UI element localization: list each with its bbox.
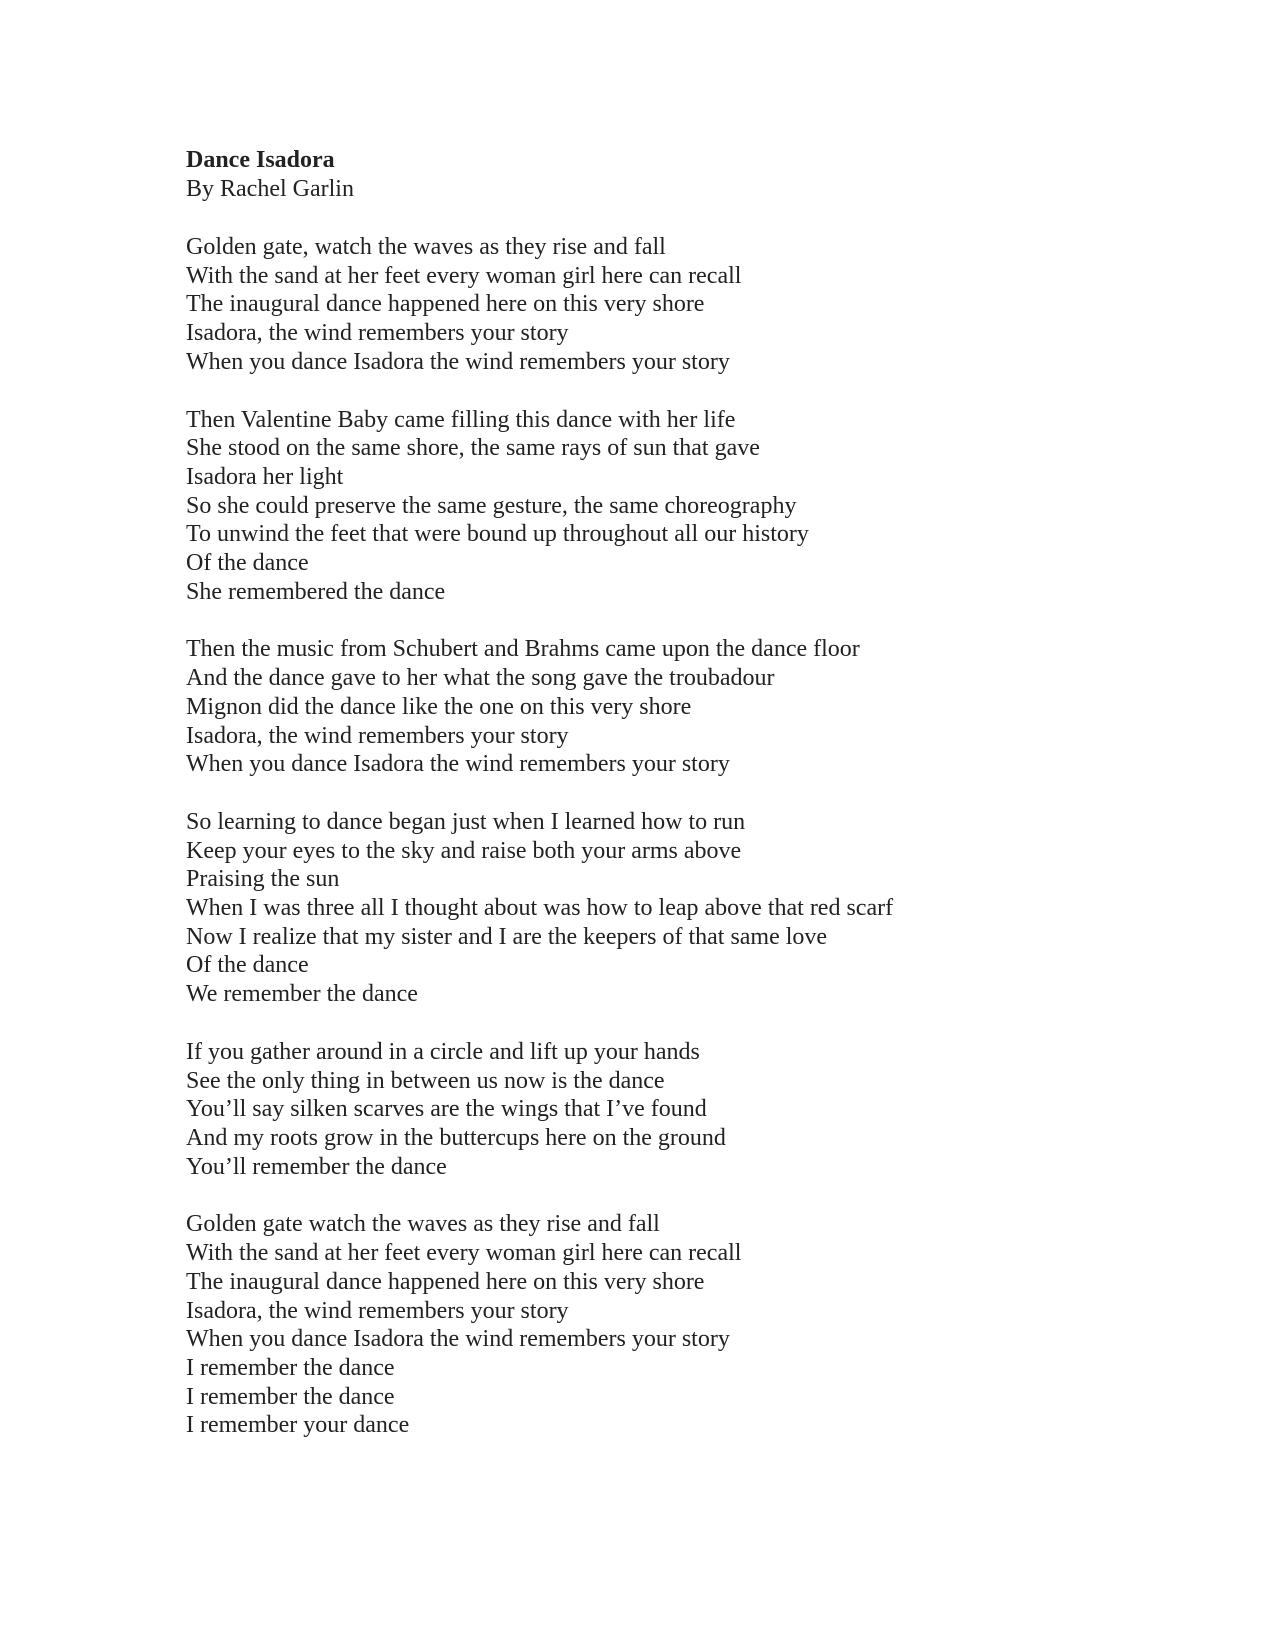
lyric-line: Now I realize that my sister and I are the keepers of that same love [186, 923, 828, 950]
lyric-line: The inaugural dance happened here on this very shore [186, 291, 705, 318]
song-author: By Rachel Garlin [186, 176, 354, 202]
lyric-line: And the dance gave to her what the song gave the troubadour [186, 665, 775, 692]
lyric-line: If you gather around in a circle and lift up your hands [186, 1038, 700, 1065]
stanza [186, 1210, 1186, 1440]
lyric-line: Of the dance [186, 952, 309, 979]
lyric-line: When you dance Isadora the wind remembers your story [186, 348, 730, 375]
lyric-line: Isadora, the wind remembers your story [186, 1297, 569, 1324]
lyric-line: And my roots grow in the buttercups here on the ground [186, 1124, 726, 1151]
lyric-line: So learning to dance began just when I learned how to run [186, 808, 746, 835]
lyric-line: You’ll remember the dance [186, 1153, 447, 1180]
lyric-line: Then Valentine Baby came filling this dance with her life [186, 406, 736, 433]
stanza [186, 233, 1186, 377]
lyric-line: See the only thing in between us now is the dance [186, 1067, 665, 1094]
lyric-line: We remember the dance [186, 981, 418, 1008]
stanza [186, 1038, 1186, 1182]
stanza [186, 406, 1186, 607]
lyric-line: Isadora, the wind remembers your story [186, 320, 569, 347]
lyric-line: The inaugural dance happened here on this very shore [186, 1268, 705, 1295]
lyric-line: With the sand at her feet every woman girl here can recall [186, 262, 742, 289]
lyric-line: Isadora her light [186, 463, 344, 490]
lyric-line: Mignon did the dance like the one on this very shore [186, 693, 692, 720]
lyric-line: So she could preserve the same gesture, the same choreography [186, 492, 797, 519]
lyric-line: Golden gate, watch the waves as they rise and fall [186, 234, 666, 260]
lyric-line: With the sand at her feet every woman girl here can recall [186, 1240, 742, 1267]
stanza [186, 635, 1186, 779]
lyric-line: She stood on the same shore, the same rays of sun that gave [186, 435, 760, 462]
lyric-line: I remember the dance [186, 1354, 395, 1381]
lyric-line: Isadora, the wind remembers your story [186, 722, 569, 749]
lyric-line: Then the music from Schubert and Brahms came upon the dance floor [186, 636, 860, 663]
lyric-line: You’ll say silken scarves are the wings that I’ve found [186, 1096, 707, 1123]
lyric-line: When you dance Isadora the wind remembers your story [186, 1326, 730, 1353]
lyric-line: Praising the sun [186, 866, 340, 893]
song-title: Dance Isadora [186, 147, 335, 173]
lyric-line: When you dance Isadora the wind remembers your story [186, 751, 730, 778]
lyric-line: When I was three all I thought about was how to leap above that red scarf [186, 895, 894, 922]
lyric-line: I remember the dance [186, 1383, 395, 1410]
lyric-line: Of the dance [186, 550, 309, 577]
lyric-line: To unwind the feet that were bound up throughout all our history [186, 521, 809, 548]
lyric-line: Keep your eyes to the sky and raise both your arms above [186, 837, 742, 864]
document-page [186, 146, 1186, 1469]
stanza [186, 808, 1186, 1009]
lyrics-body [186, 233, 1186, 1440]
lyric-line: I remember your dance [186, 1412, 410, 1439]
lyric-line: She remembered the dance [186, 578, 446, 605]
lyric-line: Golden gate watch the waves as they rise and fall [186, 1211, 660, 1238]
